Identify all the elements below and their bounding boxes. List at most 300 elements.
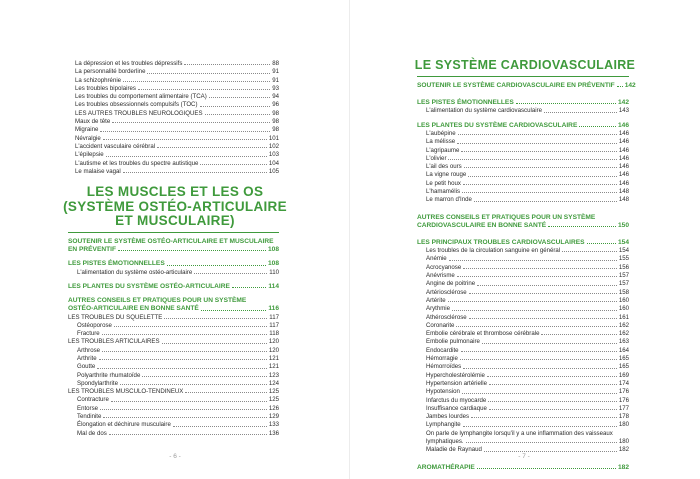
toc-page-number: 154 [617,238,629,246]
toc-entry-label: lymphatiques. [426,438,464,446]
toc-sublist [417,130,629,205]
toc-entry[interactable] [417,413,629,421]
toc-entry[interactable] [417,330,629,338]
leader-dots [516,103,616,104]
toc-section-label: LES PLANTES DU SYSTÈME OSTÉO-ARTICULAIRE [68,282,230,290]
toc-entry-label: L'épilepsie [75,151,104,159]
toc-note[interactable] [417,430,629,447]
leader-dots [114,326,267,327]
toc-entry-label: Endocardite [426,346,459,354]
toc-page-number: 118 [269,330,279,338]
toc-entry[interactable] [68,363,279,371]
toc-page-number: 116 [268,305,279,313]
toc-entry[interactable] [68,347,279,355]
leader-dots [487,376,617,377]
toc-entry[interactable] [417,297,629,305]
toc-sublist [417,107,629,115]
toc-page-number: 125 [268,396,279,404]
leader-dots [562,251,617,252]
toc-entry[interactable] [75,151,279,159]
toc-section-5[interactable] [417,239,629,247]
leader-dots [458,134,617,135]
leader-dots [194,273,267,274]
toc-entry[interactable] [68,330,279,338]
toc-entry[interactable] [417,171,629,179]
toc-entry[interactable] [417,107,629,115]
toc-page-number: 120 [268,338,279,346]
toc-entry[interactable] [417,305,629,313]
leader-dots [587,243,616,244]
chapter-title-line: (SYSTÈME OSTÉO-ARTICULAIRE [63,198,287,214]
toc-page-number: 123 [268,371,279,379]
leader-dots [477,285,617,286]
toc-page-number: 142 [624,82,636,89]
toc-page-number: 146 [618,171,629,179]
page-number: - 6 - [169,453,181,460]
toc-entry[interactable] [417,388,629,396]
toc-page-number: 146 [617,121,629,129]
toc-entry[interactable] [68,380,279,388]
toc-entry[interactable] [68,421,279,429]
leader-dots [448,301,617,302]
toc-entry[interactable] [75,60,279,68]
leader-dots [100,409,267,410]
toc-entry[interactable] [75,126,279,134]
leader-dots [106,156,267,157]
toc-page-number: 150 [617,221,629,229]
leader-dots [468,176,617,177]
leader-dots [100,131,270,132]
toc-entry[interactable] [417,397,629,405]
toc-entry[interactable] [417,322,629,330]
leader-dots [461,151,616,152]
toc-entry[interactable] [75,68,279,76]
toc-page-number: 101 [268,134,279,142]
leader-dots [463,184,617,185]
toc-entry[interactable] [68,430,279,438]
chapter-title-line: ET MUSCULAIRE) [115,213,235,228]
toc-entry[interactable] [417,138,629,146]
toc-entry-label: Anévrisme [426,272,455,280]
toc-sublist [417,247,629,430]
leader-dots [464,167,617,168]
toc-page-number: 91 [272,68,279,76]
toc-page-number: 88 [272,60,279,67]
toc-entry-label: Névralgie [75,134,101,142]
toc-entry-label: Anémie [426,255,447,263]
toc-page-number: 98 [272,126,279,134]
toc-section-4[interactable] [417,214,629,230]
toc-page-number: 158 [618,288,629,296]
toc-page-number: 177 [618,404,629,412]
leader-dots [142,376,266,377]
leader-dots [118,250,266,251]
leader-dots [200,106,271,107]
leader-dots [120,384,267,385]
toc-entry-label: Ostéoporose [77,321,112,329]
leader-dots [209,97,270,98]
toc-entry-label: LES TROUBLES DU SQUELETTE [68,313,163,321]
toc-page-number: 164 [618,346,629,354]
toc-page-number: 102 [268,142,279,150]
toc-entry-label: Athérosclérose [426,313,467,321]
toc-page-number: 117 [269,321,279,329]
toc-page-number: 121 [268,355,279,362]
toc-line [417,222,629,230]
toc-entry[interactable] [417,372,629,380]
toc-entry-label: Arthrose [77,346,101,354]
right-page [350,0,700,479]
toc-page-number: 162 [618,330,629,338]
toc-entry-label: Le petit houx [426,179,461,187]
toc-entry-label: Lymphangite [426,421,461,429]
toc-entry[interactable] [68,269,279,277]
leader-dots [200,164,266,165]
toc-entry[interactable] [417,347,629,355]
toc-section-label: LES PLANTES DU SYSTÈME CARDIOVASCULAIRE [417,121,578,129]
toc-page-number: 165 [618,355,629,363]
toc-entry-label: Infarctus du myocarde [426,396,487,404]
toc-entry[interactable] [417,155,629,163]
toc-entry[interactable] [417,196,629,204]
leader-dots [97,368,267,369]
toc-entry[interactable] [68,388,279,396]
toc-entry-label: La dépression et les troubles dépressifs [75,60,183,67]
toc-entry[interactable] [417,130,629,138]
toc-entry-label: Polyarthrite rhumatoïde [77,371,141,379]
toc-page-number: 176 [618,396,629,404]
page-number: - 7 - [518,453,530,460]
toc-entry[interactable] [68,413,279,421]
toc-page-number: 157 [618,272,629,280]
toc-entry[interactable] [75,93,279,101]
toc-page-number: 110 [269,268,279,276]
leader-dots [466,442,617,443]
toc-entry[interactable] [75,110,279,118]
toc-page-number: 160 [618,305,629,313]
leader-dots [463,268,617,269]
toc-entry[interactable] [75,85,279,93]
toc-section-3[interactable] [417,122,629,130]
toc-page-number: 146 [618,179,629,187]
toc-line [426,438,629,446]
toc-entry-label: LES AUTRES TROUBLES NEUROLOGIQUES [75,109,203,117]
toc-section-label: OSTÉO-ARTICULAIRE EN BONNE SANTÉ [68,305,199,313]
toc-section-label: LES PISTES ÉMOTIONNELLES [68,260,165,268]
toc-section-4[interactable] [68,297,279,313]
toc-entry-label: Élongation et déchirure musculaire [77,421,171,429]
leader-dots [462,393,617,394]
toc-page-number: 142 [617,99,629,107]
toc-page-number: 163 [618,338,629,346]
toc-entry[interactable] [417,405,629,413]
toc-page-number: 165 [618,363,629,371]
toc-entry-label: Les troubles de la circulation sanguine en général [426,247,561,255]
toc-page-number: 169 [618,371,629,379]
title-rule [68,232,279,233]
toc-page-number: 146 [618,138,629,146]
toc-page-number: 98 [272,118,279,126]
toc-page-number: 178 [618,413,629,421]
toc-entry[interactable] [68,338,279,346]
leader-dots [184,64,270,65]
toc-entry-label: L'alimentation du système ostéo-articulaire [77,268,193,276]
toc-line [68,246,279,254]
leader-dots [617,86,623,87]
toc-section-2[interactable] [68,260,279,268]
toc-page-number: 155 [618,255,629,263]
toc-entry-label: Mal de dos [77,429,107,437]
toc-section-label: AUTRES CONSEILS ET PRATIQUES POUR UN SYSTÈME [68,297,247,305]
leader-dots [157,147,267,148]
leader-dots [489,384,617,385]
leader-dots [484,451,617,452]
toc-entry-label: Hypotension [426,388,460,396]
leader-dots [488,401,617,402]
leader-dots [463,426,617,427]
toc-entry-label: Goutte [77,363,96,371]
toc-page-number: 182 [617,463,629,471]
toc-entry[interactable] [417,180,629,188]
leader-dots [463,368,617,369]
toc-page-number: 96 [272,101,279,109]
toc-entry-label: La schizophrénie [75,76,122,84]
toc-section-1[interactable] [68,238,279,254]
toc-page-number: 146 [618,154,629,162]
toc-sublist [68,314,279,438]
toc-page-number: 105 [268,167,279,175]
leader-dots [102,334,268,335]
toc-entry-label: Les troubles obsessionnels compulsifs (TOC) [75,101,198,109]
toc-page-number: 108 [267,246,279,254]
toc-section-label: SOUTENIR LE SYSTÈME CARDIOVASCULAIRE EN PRÉVENTIF [417,82,615,89]
leader-dots [489,409,617,410]
toc-section-6[interactable] [417,464,629,472]
toc-entry-label: Entorse [77,404,99,412]
toc-entry[interactable] [417,289,629,297]
toc-page-number: 121 [268,363,279,371]
toc-entry-label: L'ail des ours [426,163,462,171]
toc-entry-label: Les troubles du comportement alimentaire (TCA) [75,93,207,101]
toc-entry-label: Coronarite [426,321,455,329]
leader-dots [452,310,617,311]
toc-entry-label: Hémorragie [426,355,458,363]
toc-page-number: 157 [618,280,629,288]
toc-entry[interactable] [417,363,629,371]
toc-entry-label: Embolie cérébrale et thrombose cérébrale [426,330,540,338]
toc-entry[interactable] [68,322,279,330]
toc-entry-label: Embolie pulmonaire [426,338,480,346]
toc-entry-label: Les troubles bipolaires [75,84,136,92]
toc-page-number: 148 [618,196,629,204]
toc-entry[interactable] [75,143,279,151]
toc-page-number: 143 [618,107,629,115]
toc-entry-label: Artérite [426,296,446,304]
toc-section-1[interactable] [417,82,636,90]
toc-entry[interactable] [417,421,629,429]
toc-entry[interactable] [417,247,629,255]
leader-dots [449,260,617,261]
toc-entry-label: Maux de tête [75,118,111,126]
toc-entry-label: Le marron d'Inde [426,196,472,204]
leader-dots [201,310,267,311]
toc-entry-label: Hémorroïdes [426,363,462,371]
toc-entry-label: LES TROUBLES ARTICULAIRES [68,338,160,346]
toc-section-label: AUTRES CONSEILS ET PRATIQUES POUR UN SYSTÈME [417,213,596,221]
leader-dots [102,351,267,352]
leader-dots [112,122,270,123]
toc-page-number: 117 [269,313,279,321]
toc-page-number: 180 [618,438,629,446]
leader-dots [469,293,617,294]
toc-entry[interactable] [417,163,629,171]
toc-page-number: 162 [618,321,629,329]
toc-line [68,305,279,313]
toc-entry[interactable] [75,160,279,168]
leader-dots [579,126,616,127]
leader-dots [462,192,617,193]
toc-section-list [417,82,636,472]
leader-dots [99,359,267,360]
toc-page-number: 129 [268,413,279,421]
toc-page-number: 174 [618,379,629,387]
leader-dots [469,318,617,319]
title-rule [417,76,629,77]
leader-dots [103,417,266,418]
toc-entry[interactable] [417,314,629,322]
leader-dots [123,172,267,173]
toc-entry-label: Arythmie [426,305,451,313]
toc-entry-label: La personnalité borderline [75,68,146,76]
toc-page-number: 133 [268,421,279,429]
toc-entry-label: Hypertension artérielle [426,379,487,387]
toc-entry-label: L'autisme et les troubles du spectre autistique [75,159,199,167]
toc-section-label: EN PRÉVENTIF [68,246,116,254]
toc-entry-label: Tendinite [77,413,102,421]
toc-entry-label: Jambes lourdes [426,413,470,421]
leader-dots [138,89,270,90]
toc-page-number: 94 [272,93,279,101]
toc-entry[interactable] [417,272,629,280]
toc-entry[interactable] [417,280,629,288]
toc-entry[interactable] [75,77,279,85]
leader-dots [456,326,616,327]
toc-page-number: 146 [618,163,629,171]
leader-dots [548,226,616,227]
toc-entry[interactable] [68,314,279,322]
toc-page-number: 176 [618,388,629,396]
toc-page-number: 124 [268,379,279,387]
toc-entry-label: Spondylarthrite [77,379,118,387]
toc-entry-label: L'agripaume [426,146,460,154]
toc-section-label: LES PRINCIPAUX TROUBLES CARDIOVASCULAIRES [417,238,585,246]
leader-dots [457,276,617,277]
toc-entry-label: Fracture [77,330,100,338]
toc-entry[interactable] [417,380,629,388]
chapter-title-line: LES MUSCLES ET LES OS [86,184,264,199]
leader-dots [448,159,616,160]
leader-dots [123,81,270,82]
toc-page-number: 182 [618,446,629,454]
toc-section-label: CARDIOVASCULAIRE EN BONNE SANTÉ [417,221,547,229]
toc-page-number: 104 [268,159,279,167]
toc-page-number: 126 [268,404,279,412]
toc-entry[interactable] [75,135,279,143]
leader-dots [164,318,267,319]
toc-entry-label: L'hamamélis [426,187,461,195]
leader-dots [474,201,617,202]
leader-dots [232,287,266,288]
leader-dots [457,143,617,144]
toc-entry-label: Maladie de Raynaud [426,446,482,454]
leader-dots [111,401,267,402]
leader-dots [541,334,616,335]
toc-page-number: 154 [618,247,629,255]
toc-entry[interactable] [75,168,279,176]
toc-entry[interactable] [417,264,629,272]
toc-entry[interactable] [68,355,279,363]
toc-page-number: 91 [272,76,279,84]
toc-entry-label: Hypercholestérolémie [426,371,485,379]
chapter-title [60,185,290,229]
toc-page-number: 180 [618,421,629,429]
toc-page-number: 98 [272,109,279,117]
chapter-title: LE SYSTÈME CARDIOVASCULAIRE [414,58,636,72]
toc-entry-label: L'alimentation du système cardiovasculaire [426,107,542,115]
toc-entry[interactable] [68,396,279,404]
toc-entry-label: L'accident vasculaire cérébral [75,142,156,150]
toc-entry[interactable] [68,372,279,380]
leader-dots [162,343,267,344]
toc-intro-list [75,60,279,176]
toc-page-number: 103 [268,151,279,159]
toc-section-list [68,238,279,438]
toc-page-number: 136 [268,429,279,437]
toc-entry[interactable] [417,355,629,363]
toc-entry[interactable] [417,188,629,196]
toc-page-number: 93 [272,84,279,92]
toc-section-label: SOUTENIR LE SYSTÈME OSTÉO-ARTICULAIRE ET MUSCULAIRE [68,238,274,245]
toc-entry-label: Angine de poitrine [426,280,476,288]
toc-entry[interactable] [417,147,629,155]
leader-dots [460,359,617,360]
toc-section-2[interactable] [417,99,629,107]
toc-page-number: 160 [618,296,629,304]
leader-dots [185,392,266,393]
toc-entry-label: Acrocyanose [426,263,462,271]
toc-entry[interactable] [75,101,279,109]
toc-entry-label: Contracture [77,396,109,404]
toc-page-number: 161 [618,313,629,321]
leader-dots [205,114,271,115]
toc-section-3[interactable] [68,283,279,291]
toc-entry-label: La mélisse [426,138,456,146]
toc-page-number: 146 [618,146,629,154]
toc-entry[interactable] [75,118,279,126]
toc-entry[interactable] [68,405,279,413]
toc-page-number: 120 [268,346,279,354]
leader-dots [167,265,266,266]
toc-page-number: 108 [267,260,279,268]
toc-page-number: 148 [618,187,629,195]
toc-entry[interactable] [417,338,629,346]
toc-entry[interactable] [417,255,629,263]
toc-entry-label: La vigne rouge [426,171,467,179]
toc-section-label: LES PISTES ÉMOTIONNELLES [417,99,514,107]
toc-entry-label: Artériosclérose [426,288,467,296]
toc-entry-label: Insuffisance cardiaque [426,404,487,412]
leader-dots [109,434,267,435]
